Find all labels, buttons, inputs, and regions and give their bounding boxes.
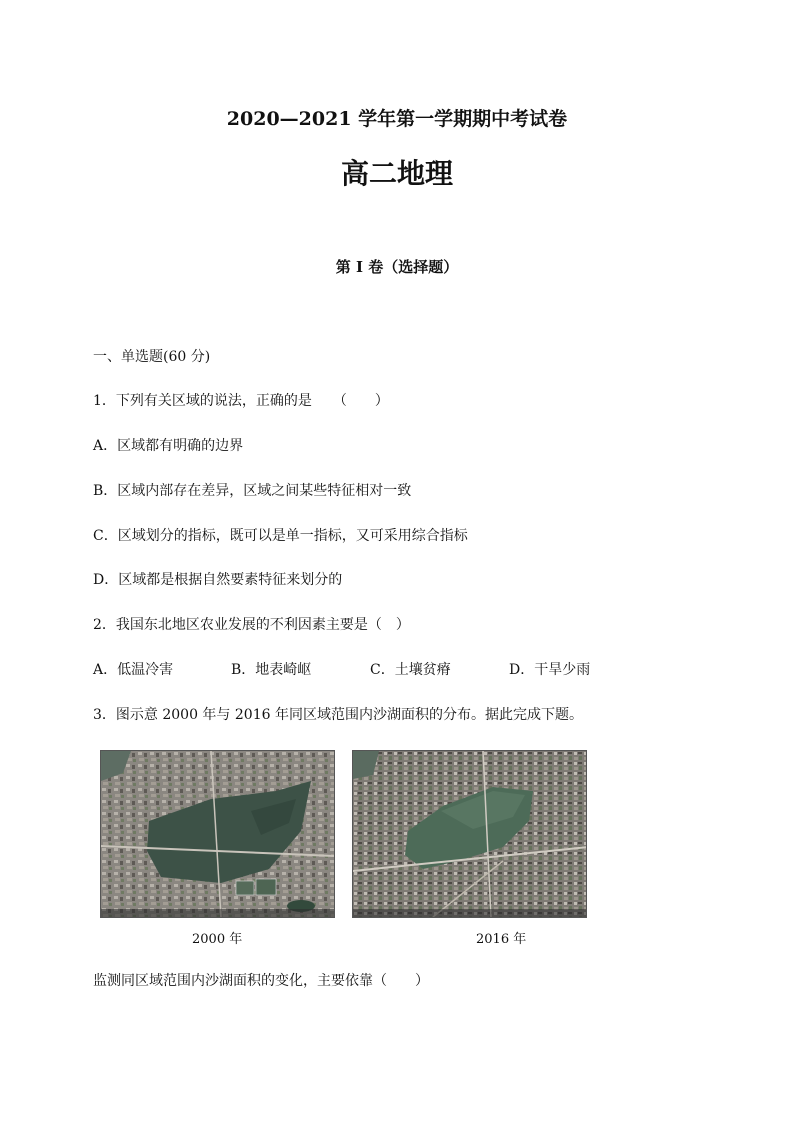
question-2-option-d: D．干旱少雨 — [509, 662, 591, 678]
satellite-image-2016 — [352, 750, 587, 918]
question-2-option-a: A．低温冷害 — [93, 662, 174, 678]
question-1-option-d: D．区域都是根据自然要素特征来划分的 — [93, 572, 343, 588]
figure-caption-2016: 2016 年 — [476, 932, 527, 947]
question-1-stem: 1．下列有关区域的说法，正确的是 （ ） — [93, 393, 389, 409]
satellite-image-2000 — [100, 750, 335, 918]
question-1-option-a: A．区域都有明确的边界 — [93, 438, 244, 454]
section-heading: 一、单选题(60 分) — [93, 349, 211, 365]
question-3-stem: 3．图示意 2000 年与 2016 年同区域范围内沙湖面积的分布。据此完成下题。 — [93, 707, 583, 723]
question-1-option-c: C．区域划分的指标，既可以是单一指标，又可采用综合指标 — [93, 528, 468, 544]
question-2-option-c: C．土壤贫瘠 — [370, 662, 451, 678]
question-3-sub-question: 监测同区域范围内沙湖面积的变化，主要依靠（ ） — [93, 973, 429, 989]
question-2-option-b: B．地表崎岖 — [231, 662, 312, 678]
figure-caption-2000: 2000 年 — [192, 932, 243, 947]
question-1-option-b: B．区域内部存在差异，区域之间某些特征相对一致 — [93, 483, 412, 499]
exam-title: 2020—2021 学年第一学期期中考试卷 — [226, 108, 568, 130]
question-2-stem: 2．我国东北地区农业发展的不利因素主要是（ ） — [93, 617, 410, 633]
volume-title: 第 I 卷（选择题） — [335, 258, 459, 276]
subject-title: 高二地理 — [340, 157, 453, 190]
